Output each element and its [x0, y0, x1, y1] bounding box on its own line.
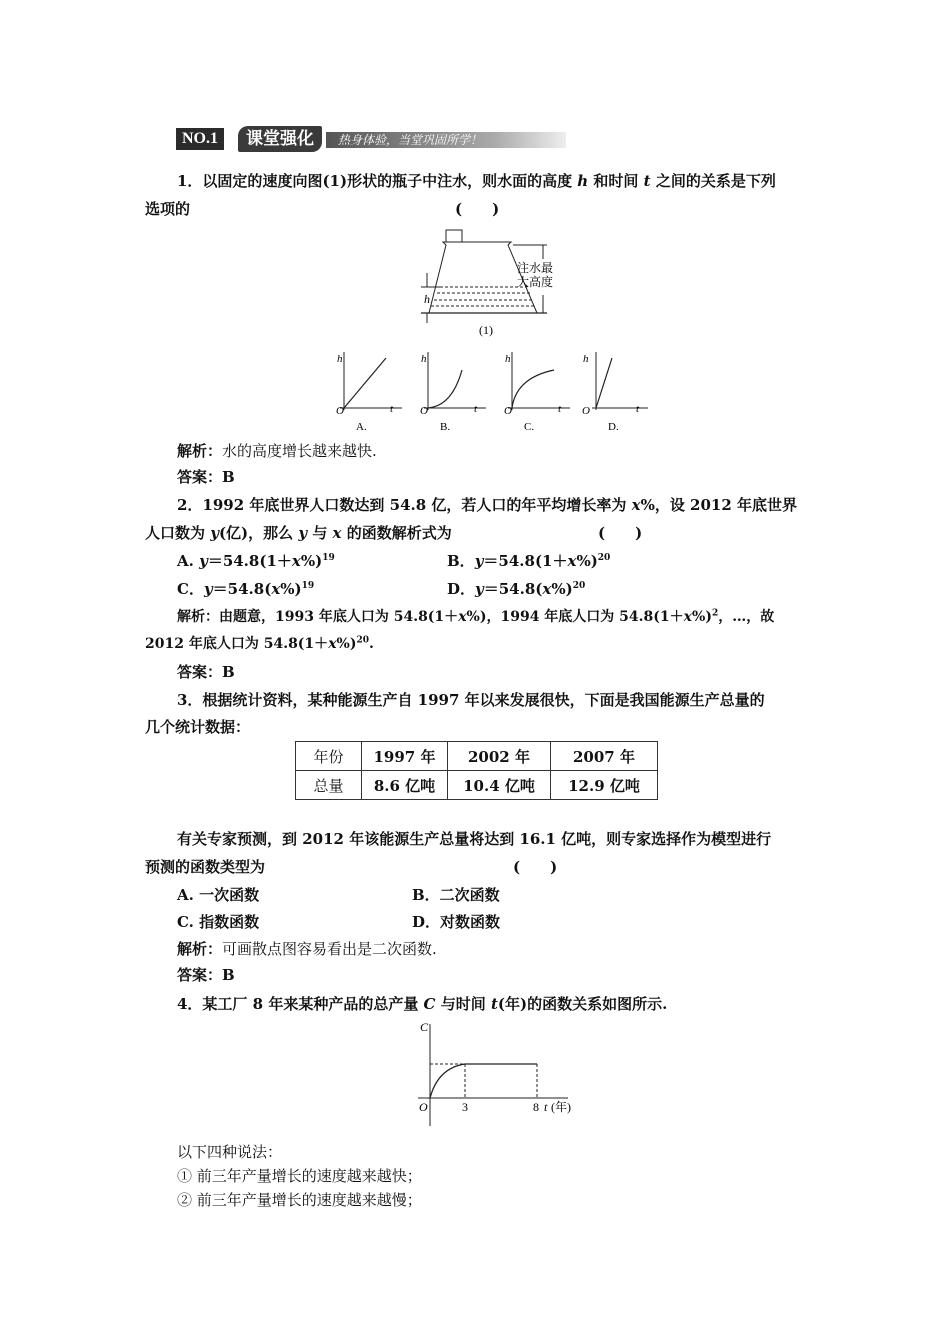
graph-c-origin: O	[504, 405, 512, 417]
graph-d-curve	[596, 358, 612, 408]
q3-option-c: C. 指数函数	[177, 913, 260, 931]
bottle-figure	[415, 225, 565, 340]
q3-analysis: 解析：可画散点图容易看出是二次函数.	[177, 940, 437, 958]
q2-option-c: C．$y=54.8(x\%)^{19}$	[177, 580, 315, 598]
q3-option-d: D．对数函数	[412, 913, 501, 931]
graph-b	[424, 352, 486, 410]
energy-table	[295, 741, 658, 800]
q4-statement-2: ② 前三年产量增长的速度越来越慢；	[177, 1191, 422, 1209]
graph-a-curve	[344, 358, 386, 408]
q3-stem-line1: 3．根据统计资料，某种能源生产自 1997 年以来发展很快，下面是我国能源生产总量的	[177, 691, 765, 709]
tick-3: 3	[462, 1100, 468, 1114]
bottle-note-line2: 大高度	[517, 275, 554, 289]
graph-d-label: D.	[608, 421, 619, 433]
graph-b-h-label: h	[421, 353, 427, 365]
table-row	[296, 742, 658, 771]
graph-a-origin: O	[336, 405, 344, 417]
graph-d-origin: O	[582, 405, 590, 417]
table-header-cell: 年份	[296, 742, 362, 771]
q3-option-b: B．二次函数	[412, 886, 500, 904]
q4-statement-1: ① 前三年产量增长的速度越来越快；	[177, 1167, 422, 1185]
bottle-note-line1: 注水最	[517, 261, 554, 275]
section-title-tag: 课堂强化	[238, 126, 322, 152]
table-cell: 8.6 亿吨	[362, 771, 448, 800]
q1-stem-line2: 选项的	[145, 200, 191, 218]
graph-c-h-label: h	[505, 353, 511, 365]
q2-answer-paren: ( )	[598, 524, 643, 542]
q3-stem-line4: 预测的函数类型为	[145, 858, 266, 876]
q2-option-d: D．$y=54.8(x\%)^{20}$	[447, 580, 586, 598]
tick-8: 8	[533, 1100, 539, 1114]
q2-stem-line1: 2．1992 年底世界人口数达到 54.8 亿，若人口的年平均增长率为 x%，设 2012 年底世界	[177, 496, 798, 514]
option-graphs	[328, 348, 648, 438]
graph-d	[592, 352, 648, 410]
q4-statements-intro: 以下四种说法：	[177, 1143, 283, 1161]
graph-b-t-label: t	[474, 403, 478, 415]
figure-caption: (1)	[479, 323, 493, 337]
graph-c	[508, 352, 570, 410]
section-number-badge: NO.1	[176, 128, 224, 150]
q4-stem-line1: 4．某工厂 8 年来某种产品的总产量 C 与时间 t(年)的函数关系如图所示.	[177, 995, 668, 1013]
bottle-h-label: h	[424, 292, 430, 306]
q2-analysis-line2: 2012 年底人口为 $54.8(1+x\%)^{20}$.	[145, 635, 374, 652]
graph-d-t-label: t	[636, 403, 640, 415]
graph-a-h-label: h	[337, 353, 343, 365]
q1-analysis: 解析：水的高度增长越来越快.	[177, 442, 377, 460]
q1-stem-line1: 1．以固定的速度向图(1)形状的瓶子中注水，则水面的高度 h 和时间 t 之间的关系是下列	[177, 172, 776, 190]
graph-b-label: B.	[440, 421, 451, 433]
q3-answer-paren: ( )	[513, 858, 558, 876]
graph-a-t-label: t	[390, 403, 394, 415]
q3-stem-line3: 有关专家预测，到 2012 年该能源生产总量将达到 16.1 亿吨，则专家选择作为模型进行	[177, 830, 772, 848]
production-graph	[408, 1018, 588, 1130]
table-row	[296, 771, 658, 800]
graph-d-h-label: h	[583, 353, 589, 365]
table-header-cell: 2002 年	[448, 742, 551, 771]
q1-answer-paren: ( )	[455, 200, 500, 218]
q3-answer: 答案：B	[177, 966, 235, 984]
graph-a	[340, 352, 402, 410]
bottle-neck	[446, 230, 462, 242]
banner-slogan: 热身体验，当堂巩固所学！	[338, 133, 483, 147]
table-header-cell: 1997 年	[362, 742, 448, 771]
graph-c-t-label: t	[558, 403, 562, 415]
graph-a-label: A.	[356, 421, 367, 433]
table-cell: 10.4 亿吨	[448, 771, 551, 800]
t-axis-unit: (年)	[551, 1100, 571, 1114]
t-axis-label: t	[544, 1100, 548, 1114]
q2-option-b: B．$y=54.8(1+x\%)^{20}$	[447, 552, 611, 570]
q2-option-a: A. $y=54.8(1+x\%)^{19}$	[177, 552, 335, 570]
c-axis-label: C	[420, 1020, 429, 1034]
q3-stem-line2: 几个统计数据：	[145, 718, 251, 736]
q1-answer: 答案：B	[177, 468, 235, 486]
q2-analysis-line1: 解析：由题意，1993 年底人口为 54.8(1＋x%)，1994 年底人口为 $54.8(1+x\%)^2$，…，故	[177, 608, 775, 625]
graph-b-origin: O	[420, 405, 428, 417]
graph-c-curve	[512, 370, 554, 408]
q2-stem-line2: 人口数为 y(亿)，那么 y 与 x 的函数解析式为	[145, 524, 452, 542]
q2-answer: 答案：B	[177, 663, 235, 681]
production-curve	[430, 1064, 465, 1098]
graph-b-curve	[428, 370, 462, 408]
graph-c-label: C.	[524, 421, 535, 433]
section-banner	[176, 126, 566, 154]
table-cell: 12.9 亿吨	[551, 771, 658, 800]
table-cell: 总量	[296, 771, 362, 800]
graph-origin: O	[419, 1100, 428, 1114]
q3-option-a: A. 一次函数	[177, 886, 260, 904]
table-header-cell: 2007 年	[551, 742, 658, 771]
